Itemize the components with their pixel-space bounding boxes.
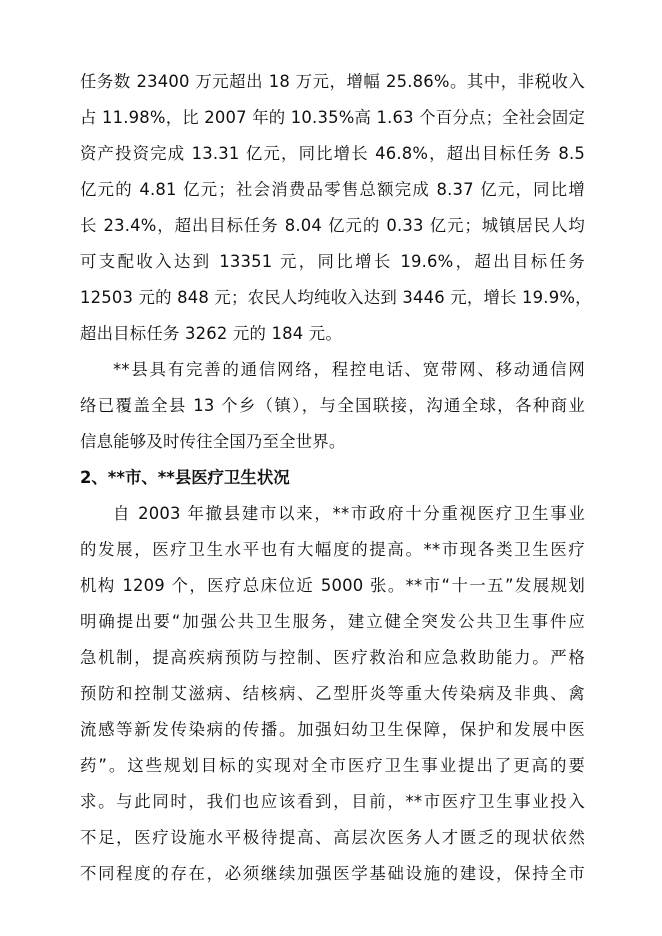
paragraph1-line-6: 可支配收入达到 13351 元，同比增长 19.6%，超出目标任务 (80, 252, 585, 271)
paragraph3-line-1: 自 2003 年撤县建市以来，**市政府十分重视医疗卫生事业 (113, 504, 585, 523)
paragraph3-line-9: 求。与此同时，我们也应该看到，目前，**市医疗卫生事业投入 (80, 792, 585, 811)
paragraph1-line-7: 12503 元的 848 元；农民人均纯收入达到 3446 元，增长 19.9%， (80, 288, 592, 307)
paragraph2-line-1: **县具有完善的通信网络，程控电话、宽带网、移动通信网 (113, 360, 585, 379)
paragraph3-line-4: 明确提出要“加强公共卫生服务，建立健全突发公共卫生事件应 (80, 612, 585, 631)
paragraph3-line-6: 预防和控制艾滋病、结核病、乙型肝炎等重大传染病及非典、禽 (80, 684, 585, 703)
paragraph3-line-5: 急机制，提高疾病预防与控制、医疗救治和应急救助能力。严格 (80, 648, 585, 667)
paragraph3-line-3: 机构 1209 个，医疗总床位近 5000 张。**市“十一五”发展规划 (80, 576, 585, 595)
paragraph1-line-8: 超出目标任务 3262 元的 184 元。 (80, 324, 342, 343)
paragraph1-line-5: 长 23.4%，超出目标任务 8.04 亿元的 0.33 亿元；城镇居民人均 (80, 216, 585, 235)
paragraph1-line-2: 占 11.98%，比 2007 年的 10.35%高 1.63 个百分点；全社会固定 (80, 108, 586, 127)
paragraph2-line-3: 信息能够及时传往全国乃至全世界。 (80, 432, 346, 451)
paragraph3-line-10: 不足，医疗设施水平极待提高、高层次医务人才匮乏的现状依然 (80, 828, 585, 847)
paragraph3-line-11: 不同程度的存在，必须继续加强医学基础设施的建设，保持全市 (80, 864, 585, 883)
paragraph1-line-4: 亿元的 4.81 亿元；社会消费品零售总额完成 8.37 亿元，同比增 (80, 180, 585, 199)
paragraph1-line-3: 资产投资完成 13.31 亿元，同比增长 46.8%，超出目标任务 8.5 (80, 144, 585, 163)
paragraph1-line-1: 任务数 23400 万元超出 18 万元，增幅 25.86%。其中，非税收入 (80, 72, 585, 91)
paragraph3-line-2: 的发展，医疗卫生水平也有大幅度的提高。**市现各类卫生医疗 (80, 540, 585, 559)
paragraph3-line-7: 流感等新发传染病的传播。加强妇幼卫生保障，保护和发展中医 (80, 720, 585, 739)
section-heading: 2、**市、**县医疗卫生状况 (80, 468, 290, 487)
paragraph3-line-8: 药”。这些规划目标的实现对全市医疗卫生事业提出了更高的要 (80, 756, 585, 775)
paragraph2-line-2: 络已覆盖全县 13 个乡（镇），与全国联接，沟通全球，各种商业 (80, 396, 585, 415)
